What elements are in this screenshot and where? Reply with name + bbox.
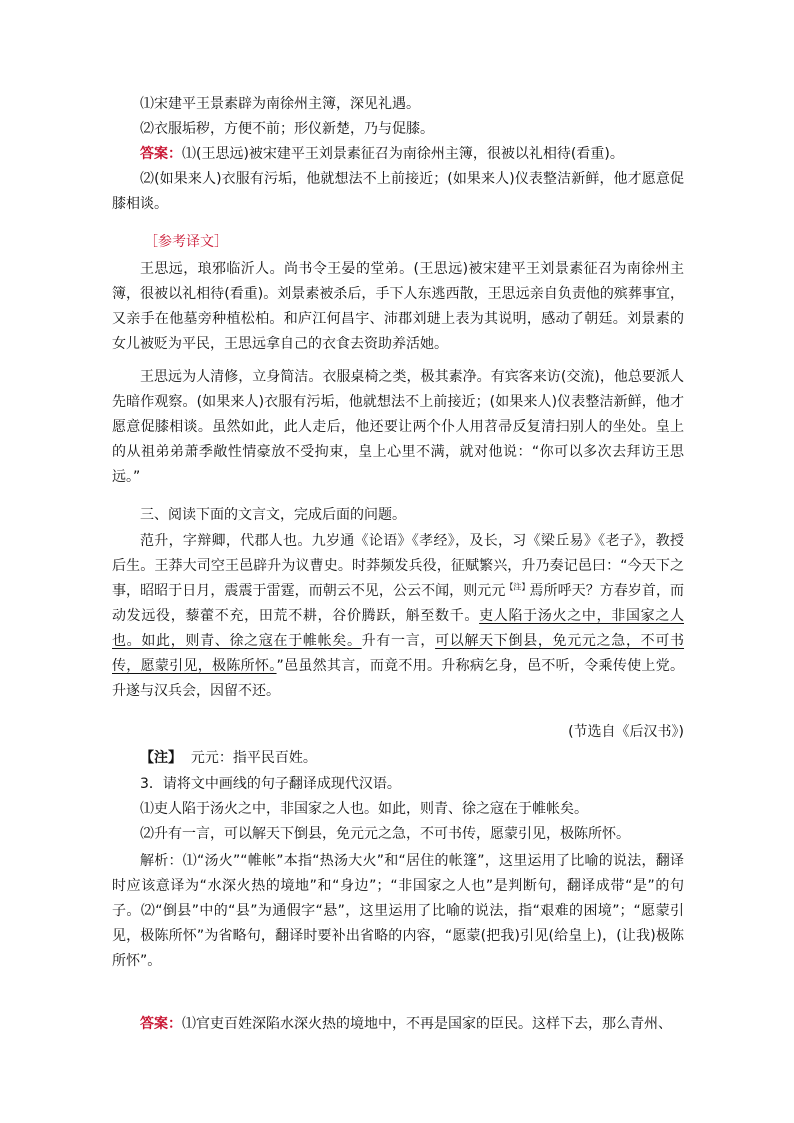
section-3-title: 三、阅读下面的文言文，完成后面的问题。	[140, 507, 406, 523]
note-text: 元元：指平民百姓。	[190, 750, 317, 766]
passage-note	[140, 746, 712, 771]
note-marker: 【注】	[505, 582, 530, 592]
question-3-analysis: 解析：⑴“汤火”“帷帐”本指“热汤大火”和“居住的帐篷”，这里运用了比喻的说法，翻译时应该意译为“水深火热的境地”和“身边”；“非国家之人也”是判断句，翻译成带“是”的句子。⑵“倒县”中的“县”为通假字“悬”，这里运用了比喻的说法，指“艰难的困境”；“愿蒙引见，极陈所怀”为省略句，翻译时要补出省略的内容，“愿蒙(把我)引见(给皇上)，(让我)极陈所怀”。	[112, 853, 684, 969]
translation-heading: ［参考译文］	[144, 234, 228, 250]
answer-label: 答案：	[140, 146, 182, 162]
section-3-passage	[112, 529, 684, 704]
underlined-sentence-2: 可以解天下倒县，免元元之急，不可书传，愿蒙引见，极陈所怀。	[112, 633, 685, 674]
question-3-answer	[112, 1012, 684, 1037]
note-label: 【注】	[140, 750, 182, 766]
question-3-answer-text: ⑴官吏百姓深陷水深火热的境地中，不再是国家的臣民。这样下去，那么青州、	[182, 1016, 672, 1032]
prev-item-1: ⑴宋建平王景素辟为南徐州主簿，深见礼遇。	[140, 96, 420, 112]
question-3-stem: 3．请将文中画线的句子翻译成现代汉语。	[140, 776, 401, 792]
answer-label: 答案：	[140, 1016, 182, 1032]
passage-part-b: 焉所呼天？方春岁首，而动发远役，藜藿不充，田荒不耕，谷价腾跃，斛至数千。	[112, 583, 685, 624]
question-3-item-1: ⑴吏人陷于汤火之中，非国家之人也。如此，则青、徐之寇在于帷帐矣。	[140, 801, 588, 817]
question-3-item-2: ⑵升有一言，可以解天下倒县，免元元之急，不可书传，愿蒙引见，极陈所怀。	[140, 826, 630, 842]
translation-paragraph-2: 王思远为人清修，立身简洁。衣服桌椅之类，极其素净。有宾客来访(交流)，他总要派人先暗作观察。(如果来人)衣服有污垢，他就想法不上前接近；(如果来人)仪表整洁新鲜，他才愿意促膝相谈。虽然如此，此人走后，他还要让两个仆人用苕帚反复清扫别人的坐处。皇上的从祖弟弟萧季敞性情豪放不受拘束，皇上心里不满，就对他说：“你可以多次去拜访王思远。”	[112, 369, 684, 485]
passage-part-c: 升有一言，	[361, 633, 436, 649]
prev-answer-1	[112, 142, 684, 167]
passage-part-d: ”邑虽然其言，而竟不用。升称病乞身，邑不听，令乘传使上党。升遂与汉兵会，因留不还。	[112, 658, 684, 699]
prev-answer-1-text: ⑴(王思远)被宋建平王刘景素征召为南徐州主簿，很被以礼相待(看重)。	[182, 146, 624, 162]
passage-source: (节选自《后汉书》)	[568, 724, 684, 740]
underlined-sentence-1: 吏人陷于汤火之中，非国家之人也。如此，则青、徐之寇在于帷帐矣。	[112, 608, 685, 649]
passage-part-a: 范升，字辩卿，代郡人也。九岁通《论语》《孝经》，及长，习《梁丘易》《老子》，教授后生。王莽大司空王邑辟升为议曹史。时莽频发兵役，征赋繁兴，升乃奏记邑曰：“今天下之事，昭昭于日月，震震于雷霆，而朝云不见，公云不闻，则元元	[112, 533, 684, 599]
translation-paragraph-1: 王思远，琅邪临沂人。尚书令王晏的堂弟。(王思远)被宋建平王刘景素征召为南徐州主簿，很被以礼相待(看重)。刘景素被杀后，手下人东逃西散，王思远亲自负责他的殡葬事宜，又亲手在他墓旁种植松柏。和庐江何昌宇、沛郡刘琎上表为其说明，感动了朝廷。刘景素的女儿被贬为平民，王思远拿自己的衣食去资助养活她。	[112, 261, 684, 352]
prev-answer-2: ⑵(如果来人)衣服有污垢，他就想法不上前接近；(如果来人)仪表整洁新鲜，他才愿意促膝相谈。	[112, 171, 684, 212]
prev-item-2: ⑵衣服垢秽，方便不前；形仪新楚，乃与促膝。	[140, 121, 434, 137]
